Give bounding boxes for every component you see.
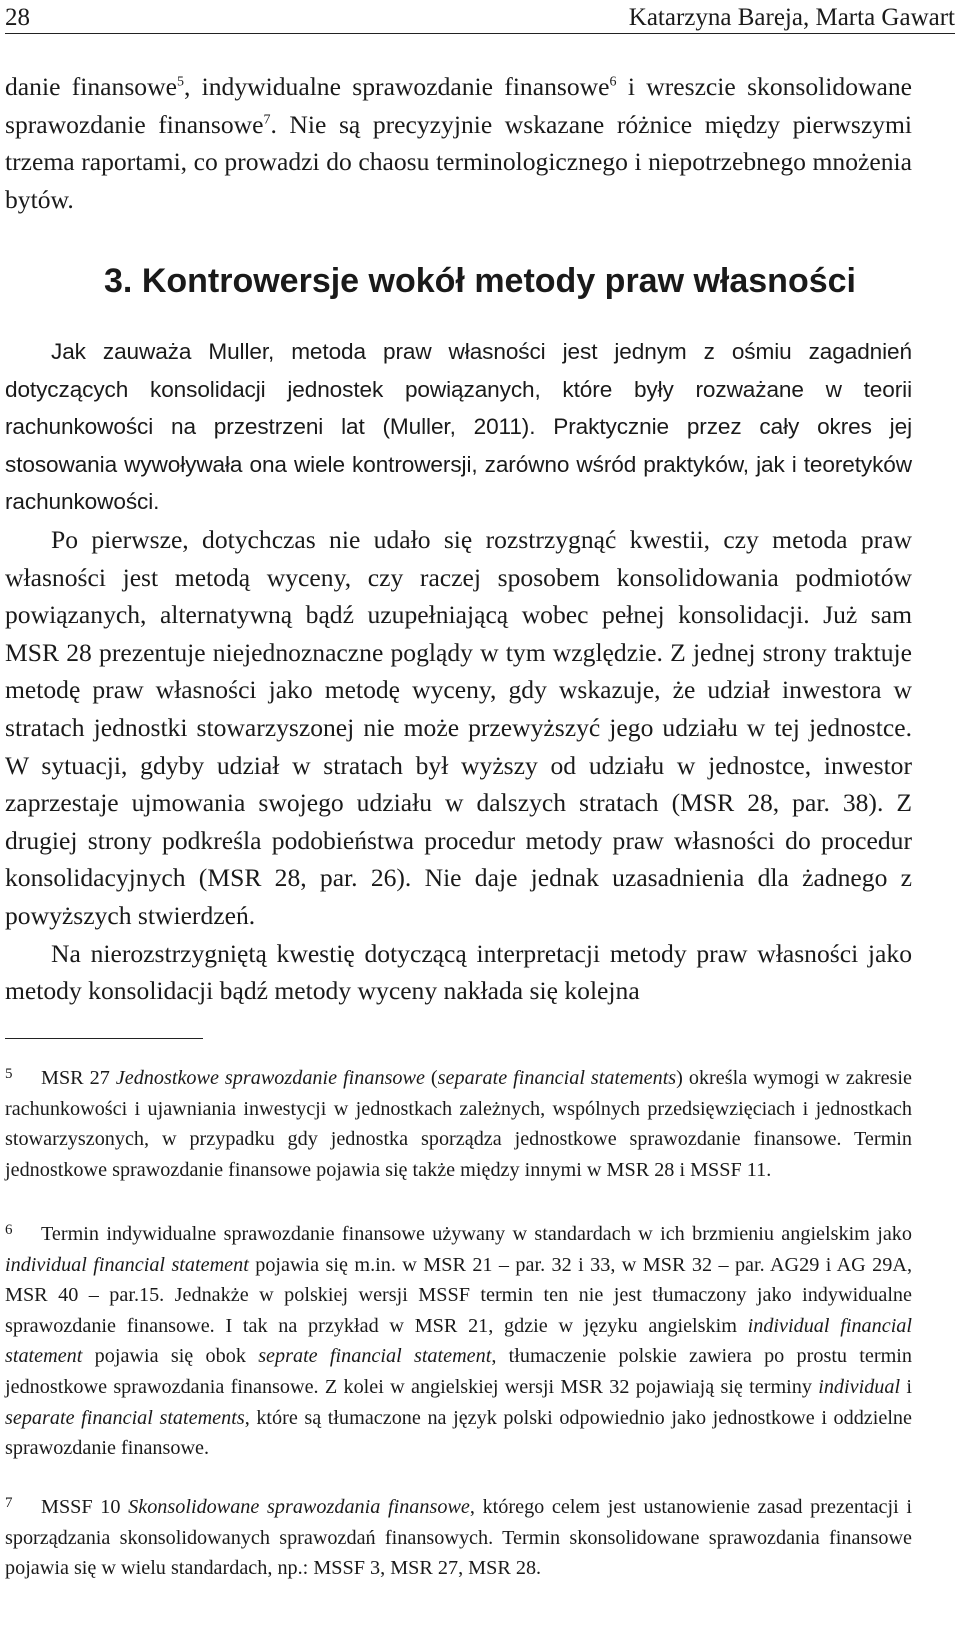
paragraph-3: Na nierozstrzygniętą kwestię dotyczącą interpretacji metody praw własności jako metody konsolidacji bądź metody wyceny nakłada się kolejna (5, 938, 912, 1006)
footnote-text: ) określa wymogi w zakresie rachunkowości i ujawniania inwestycji w jednostkach zależnych, wspólnych przedsięwzięciach i jednostkach stowarzyszonych, w przypadku gdy jednostka sporządza jednostkowe sprawozdanie finansowe. Termin jednostkowe sprawozdanie finansowe pojawia się także między innymi w MSR 28 i MSSF 11. (5, 1067, 912, 1181)
footnote-text: pojawia się m.in. w MSR 21 – par. 32 i 33, w MSR 32 – par. AG29 i AG 29A, MSR 40 – par.15. Jednakże w polskiej wersji MSSF termin ten nie jest tłumaczony jako indywidualne sprawozdanie finansowe. I tak na przykład w MSR 21, gdzie w języku angielskim (5, 1253, 912, 1337)
paragraph-1: Jak zauważa Muller, metoda praw własności jest jednym z ośmiu zagadnień dotyczących konsolidacji jednostek powiązanych, które były rozważane w teorii rachunkowości na przestrzeni lat (Muller, 2011). Praktycznie przez cały okres jej stosowania wywoływała ona wiele kontrowersji, zarówno wśród praktyków, jak i teoretyków rachunkowości. (5, 339, 912, 515)
running-header (5, 0, 955, 36)
footnote-ref-6[interactable]: 6 (609, 74, 617, 90)
footnote-text: , które są tłumaczone na język polski odpowiednio jako jednostkowe i oddzielne sprawozdanie finansowe. (5, 1406, 912, 1460)
intro-paragraph (5, 68, 912, 218)
footnote-italic: individual financial statement (5, 1314, 912, 1368)
footnote-6 (5, 1215, 912, 1464)
footnote-ref-5[interactable]: 5 (176, 74, 184, 90)
footnote-text: MSR 27 (41, 1067, 116, 1089)
footnote-text: i (900, 1375, 912, 1398)
footnote-italic: separate financial statements (5, 1406, 245, 1429)
intro-text: . Nie są precyzyjnie wskazane różnice między pierwszymi trzema raportami, co prowadzi do chaosu terminologicznego i niepotrzebnego mnożenia bytów. (5, 109, 912, 214)
footnote-7 (5, 1488, 912, 1584)
footnote-italic: individual (818, 1375, 901, 1398)
footnote-rule (5, 1038, 203, 1039)
section-heading: 3. Kontrowersje wokół metody praw własności (104, 262, 856, 300)
footnote-number: 7 (5, 1495, 13, 1511)
main-body (5, 333, 912, 1010)
page-number: 28 (5, 4, 30, 31)
footnote-text: , tłumaczenie polskie zawiera po prostu termin jednostkowe sprawozdania finansowe. Z kolei w angielskiej wersji MSR 32 pojawiają się terminy (5, 1345, 912, 1398)
footnote-italic: individual financial statement (5, 1253, 249, 1276)
intro-text: i wreszcie skonsolidowane sprawozdanie finansowe (5, 72, 912, 139)
footnote-text: , którego celem jest ustanowienie zasad prezentacji i sporządzania skonsolidowanych sprawozdań finansowych. Termin skonsolidowane sprawozdania finansowe pojawia się w wielu standardach, np.: MSSF 3, MSR 27, MSR 28. (5, 1496, 912, 1580)
footnote-text: MSSF 10 (41, 1496, 129, 1518)
footnote-italic: separate financial statements (437, 1067, 677, 1089)
paragraph-2: Po pierwsze, dotychczas nie udało się rozstrzygnąć kwestii, czy metoda praw własności jest metodą wyceny, czy raczej sposobem konsolidowania podmiotów powiązanych, alternatywną bądź uzupełniającą wobec pełnej konsolidacji. Już sam MSR 28 prezentuje niejednoznaczne poglądy w tym względzie. Z jednej strony traktuje metodę praw własności jako metodę wyceny, gdy wskazuje, że udział inwestora w stratach jednostki stowarzyszonej nie może przewyższyć jego udziału w tej jednostce. W sytuacji, gdyby udział w stratach był wyższy od udziału w jednostce, inwestor zaprzestaje ujmowania swojego udziału w dalszych stratach (MSR 28, par. 38). Z drugiej strony podkreśla podobieństwa procedur metody praw własności do procedur konsolidacyjnych (MSR 28, par. 26). Nie daje jednak uzasadnienia dla żadnego z powyższych stwierdzeń. (5, 524, 912, 930)
header-rule (5, 33, 955, 34)
footnote-number: 5 (5, 1066, 13, 1082)
intro-text: , indywidualne sprawozdanie finansowe (183, 72, 610, 101)
running-head-authors: Katarzyna Bareja, Marta Gawart (628, 4, 955, 31)
footnote-number: 6 (5, 1222, 13, 1238)
footnote-italic: Jednostkowe sprawozdanie finansowe (115, 1067, 425, 1089)
footnote-text: Termin indywidualne sprawozdanie finansowe używany w standardach w ich brzmieniu angielskim jako (41, 1223, 912, 1245)
footnote-ref-7[interactable]: 7 (263, 112, 271, 128)
intro-text: danie finansowe (5, 72, 177, 101)
footnote-text: ( (424, 1067, 438, 1089)
footnote-italic: seprate financial statement (258, 1345, 492, 1368)
footnote-5 (5, 1059, 912, 1185)
footnote-italic: Skonsolidowane sprawozdania finansowe (128, 1496, 470, 1518)
footnote-text: pojawia się obok (82, 1345, 259, 1368)
